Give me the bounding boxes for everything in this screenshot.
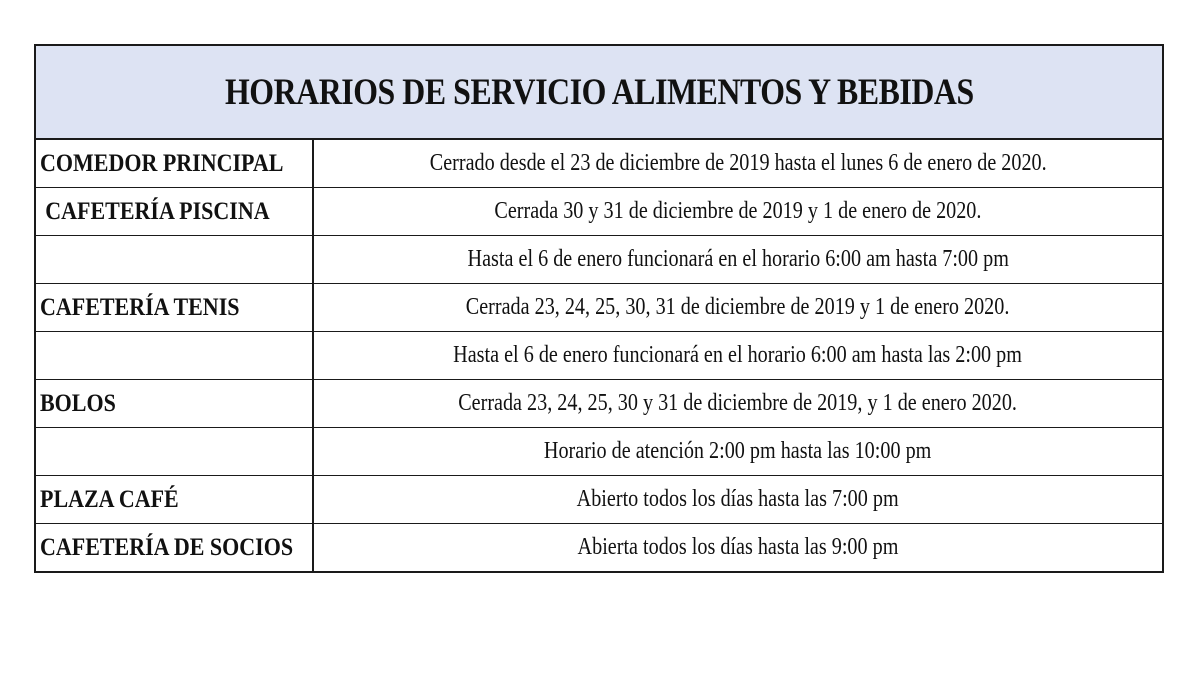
- info-cell: [313, 476, 1162, 524]
- info-cell: [313, 140, 1162, 188]
- place-cell: [36, 140, 313, 188]
- place-label: CAFETERÍA DE SOCIOS: [40, 533, 294, 561]
- info-text: Hasta el 6 de enero funcionará en el horario 6:00 am hasta las 2:00 pm: [453, 342, 1023, 368]
- table-row: [36, 188, 1162, 236]
- info-cell: [313, 428, 1162, 476]
- info-cell: [313, 188, 1162, 236]
- info-cell: [313, 524, 1162, 572]
- place-label: BOLOS: [40, 389, 116, 417]
- place-label: COMEDOR PRINCIPAL: [40, 149, 284, 177]
- title-row: [36, 46, 1162, 140]
- info-text: Cerrada 23, 24, 25, 30 y 31 de diciembre de 2019, y 1 de enero 2020.: [458, 390, 1018, 416]
- table-row: [36, 332, 1162, 380]
- place-label: CAFETERÍA TENIS: [40, 293, 240, 321]
- place-label: CAFETERÍA PISCINA: [45, 197, 270, 225]
- table-row: [36, 284, 1162, 332]
- place-cell: [36, 188, 313, 236]
- info-text: Cerrado desde el 23 de diciembre de 2019 hasta el lunes 6 de enero de 2020.: [429, 150, 1047, 176]
- place-cell: [36, 428, 313, 476]
- table-row: [36, 140, 1162, 188]
- place-cell: [36, 332, 313, 380]
- info-cell: [313, 380, 1162, 428]
- place-cell: [36, 524, 313, 572]
- schedule-table: [34, 44, 1164, 573]
- info-cell: [313, 284, 1162, 332]
- table-row: [36, 524, 1162, 572]
- place-cell: [36, 236, 313, 284]
- schedule-grid: [36, 140, 1162, 571]
- info-text: Cerrada 30 y 31 de diciembre de 2019 y 1 de enero de 2020.: [494, 198, 982, 224]
- page-title: HORARIOS DE SERVICIO ALIMENTOS Y BEBIDAS: [224, 71, 974, 113]
- table-row: [36, 428, 1162, 476]
- info-text: Abierta todos los días hasta las 9:00 pm: [577, 534, 899, 560]
- table-row: [36, 236, 1162, 284]
- info-cell: [313, 236, 1162, 284]
- place-label: PLAZA CAFÉ: [40, 485, 179, 513]
- info-text: Cerrada 23, 24, 25, 30, 31 de diciembre de 2019 y 1 de enero 2020.: [466, 294, 1010, 320]
- info-text: Abierto todos los días hasta las 7:00 pm: [577, 486, 899, 512]
- info-text: Hasta el 6 de enero funcionará en el horario 6:00 am hasta 7:00 pm: [467, 246, 1009, 272]
- place-cell: [36, 476, 313, 524]
- place-cell: [36, 380, 313, 428]
- table-row: [36, 380, 1162, 428]
- info-text: Horario de atención 2:00 pm hasta las 10:00 pm: [544, 438, 932, 464]
- info-cell: [313, 332, 1162, 380]
- place-cell: [36, 284, 313, 332]
- table-row: [36, 476, 1162, 524]
